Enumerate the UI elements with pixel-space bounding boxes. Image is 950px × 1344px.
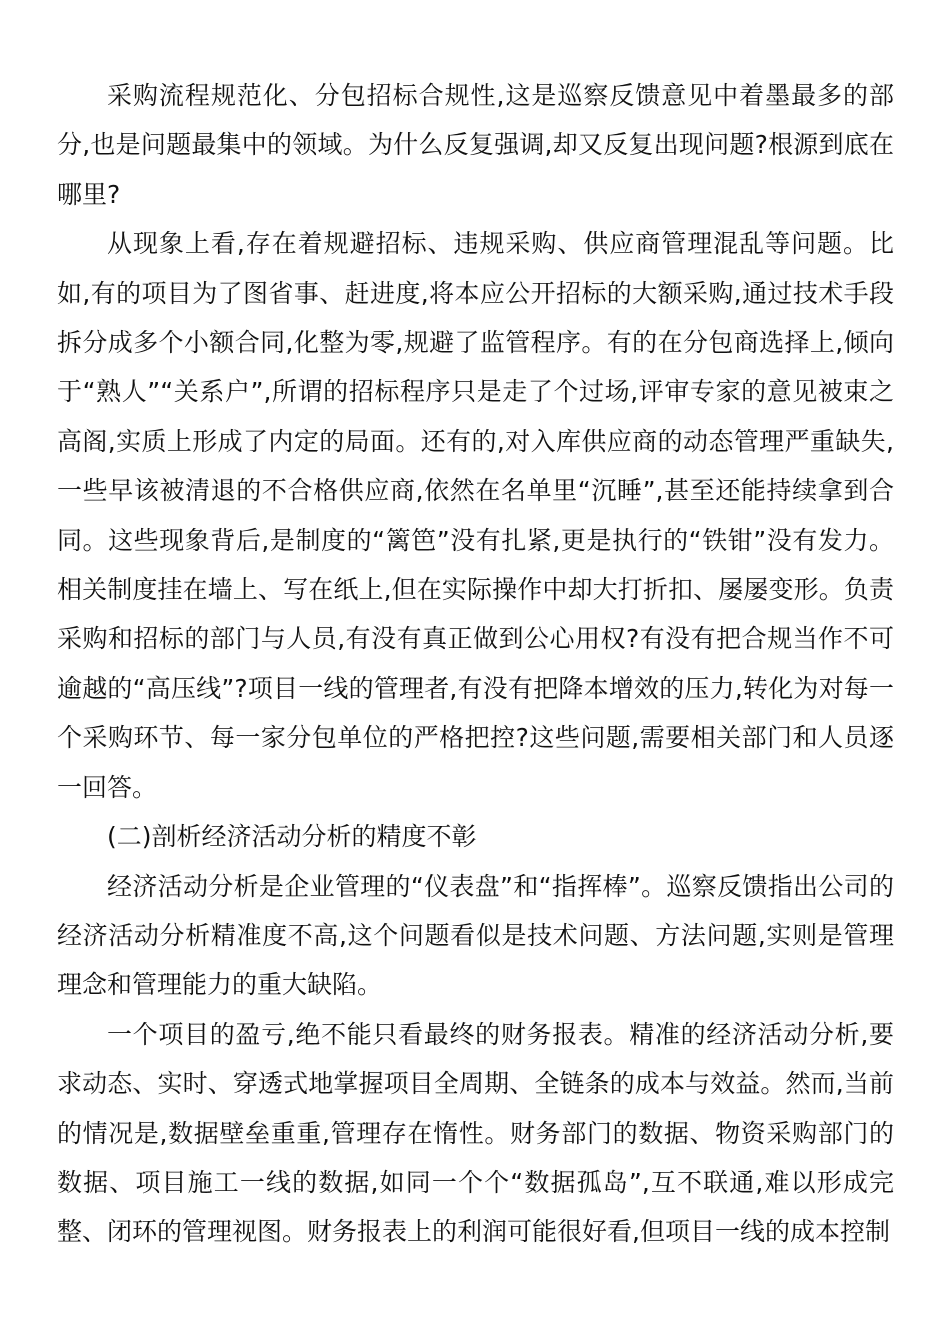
paragraph-procurement-intro: 采购流程规范化、分包招标合规性,这是巡察反馈意见中着墨最多的部分,也是问题最集中的领域。为什么反复强调,却又反复出现问题?根源到底在哪里?	[57, 81, 894, 209]
paragraph-project-profit: 一个项目的盈亏,绝不能只看最终的财务报表。精准的经济活动分析,要求动态、实时、穿透式地掌握项目全周期、全链条的成本与效益。然而,当前的情况是,数据壁垒重重,管理存在惰性。财务部门的数据、物资采购部门的数据、项目施工一线的数据,如同一个个“数据孤岛”,互不联通,难以形成完整、闭环的管理视图。财务报表上的利润可能很好看,但项目一线的成本控制	[57, 1019, 894, 1247]
paragraph-economic-analysis: 经济活动分析是企业管理的“仪表盘”和“指挥棒”。巡察反馈指出公司的经济活动分析精准度不高,这个问题看似是技术问题、方法问题,实则是管理理念和管理能力的重大缺陷。	[57, 871, 894, 1000]
section-heading: (二)剖析经济活动分析的精度不彰	[107, 822, 477, 852]
paragraph-procurement-issues: 从现象上看,存在着规避招标、违规采购、供应商管理混乱等问题。比如,有的项目为了图省事、赶进度,将本应公开招标的大额采购,通过技术手段拆分成多个小额合同,化整为零,规避了监管程序。有的在分包商选择上,倾向于“熟人”“关系户”,所谓的招标程序只是走了个过场,评审专家的意见被束之高阁,实质上形成了内定的局面。还有的,对入库供应商的动态管理严重缺失,一些早该被清退的不合格供应商,依然在名单里“沉睡”,甚至还能持续拿到合同。这些现象背后,是制度的“篱笆”没有扎紧,更是执行的“铁钳”没有发力。相关制度挂在墙上、写在纸上,但在实际操作中却大打折扣、屡屡变形。负责采购和招标的部门与人员,有没有真正做到公心用权?有没有把合规当作不可逾越的“高压线”?项目一线的管理者,有没有把降本增效的压力,转化为对每一个采购环节、每一家分包单位的严格把控?这些问题,需要相关部门和人员逐一回答。	[57, 229, 894, 802]
